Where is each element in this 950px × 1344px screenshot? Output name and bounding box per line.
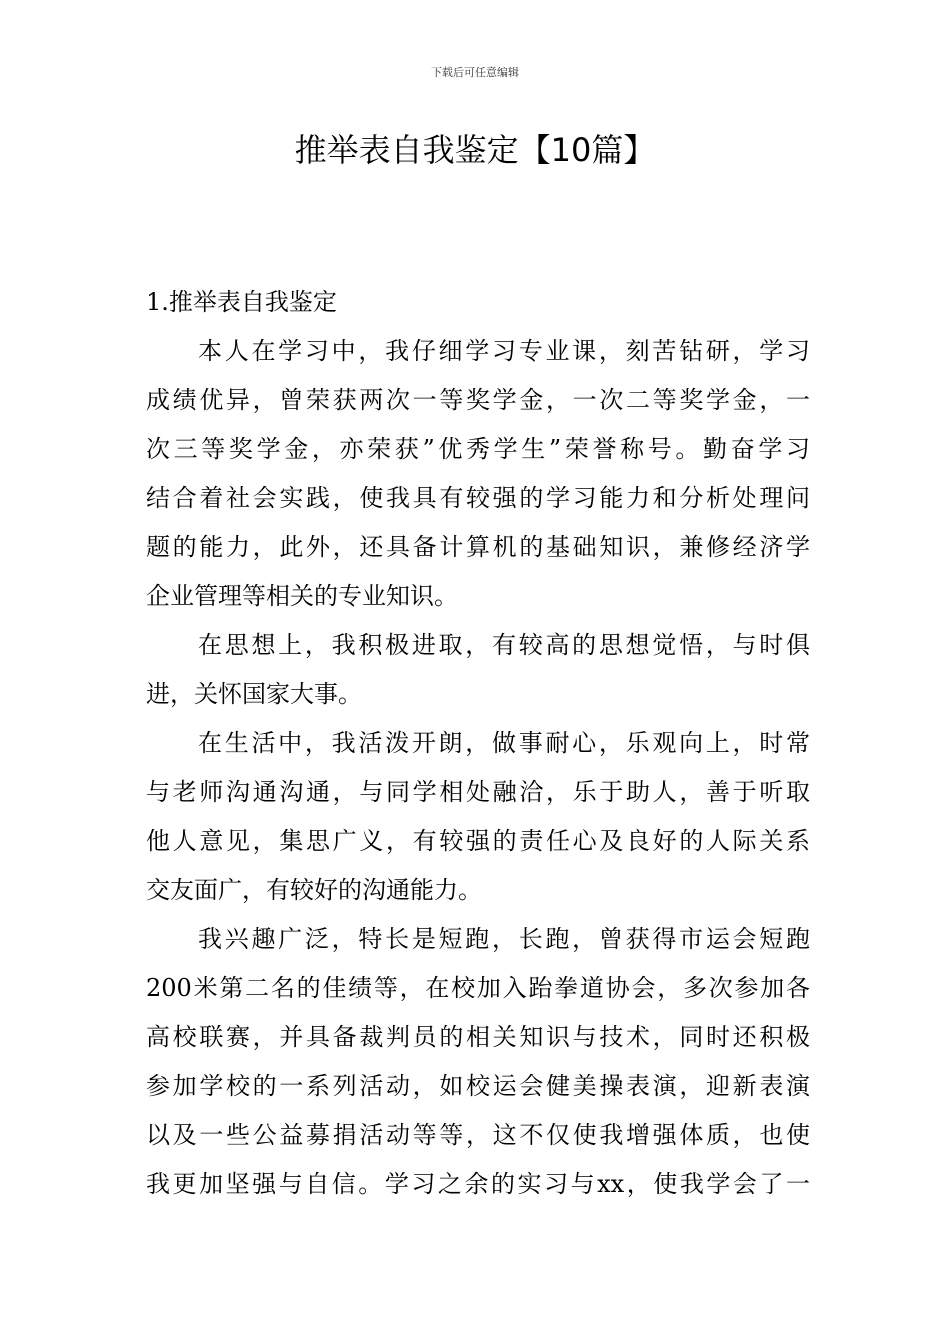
paragraph [146,915,810,1209]
text-line: 我兴趣广泛，特长是短跑，长跑，曾获得市运会短跑 [198,925,810,953]
text-line: 在生活中，我活泼开朗，做事耐心，乐观向上，时常 [198,729,810,757]
section-heading: 1.推举表自我鉴定 [146,288,337,316]
text-line: 高校联赛，并具备裁判员的相关知识与技术，同时还积极 [146,1023,810,1051]
header-note: 下载后可任意编辑 [431,66,519,79]
text-line: 与老师沟通沟通，与同学相处融洽，乐于助人，善于听取 [146,778,810,806]
text-line: 本人在学习中，我仔细学习专业课，刻苦钻研，学习 [198,337,810,365]
text-line: 以及一些公益募捐活动等等，这不仅使我增强体质，也使 [146,1121,810,1149]
text-line: 进，关怀国家大事。 [146,680,362,708]
text-line: 交友面广，有较好的沟通能力。 [146,876,482,904]
text-line: 成绩优异，曾荣获两次一等奖学金，一次二等奖学金，一 [146,386,810,414]
text-line: 题的能力，此外，还具备计算机的基础知识，兼修经济学 [146,533,810,561]
paragraph [146,719,810,915]
text-line: 参加学校的一系列活动，如校运会健美操表演，迎新表演 [146,1072,810,1100]
document-body [146,278,810,1209]
text-line: 我更加坚强与自信。学习之余的实习与xx，使我学会了一 [146,1170,810,1198]
text-line: 他人意见，集思广义，有较强的责任心及良好的人际关系 [146,827,810,855]
document-title: 推举表自我鉴定【10篇】 [294,131,656,169]
text-line: 200米第二名的佳绩等，在校加入跆拳道协会，多次参加各 [146,974,810,1002]
text-line: 在思想上，我积极进取，有较高的思想觉悟，与时俱 [198,631,810,659]
text-line: 结合着社会实践，使我具有较强的学习能力和分析处理问 [146,484,810,512]
paragraph [146,621,810,719]
paragraph [146,327,810,621]
text-line: 企业管理等相关的专业知识。 [146,582,458,610]
text-line: 次三等奖学金，亦荣获”优秀学生”荣誉称号。勤奋学习 [146,435,810,463]
